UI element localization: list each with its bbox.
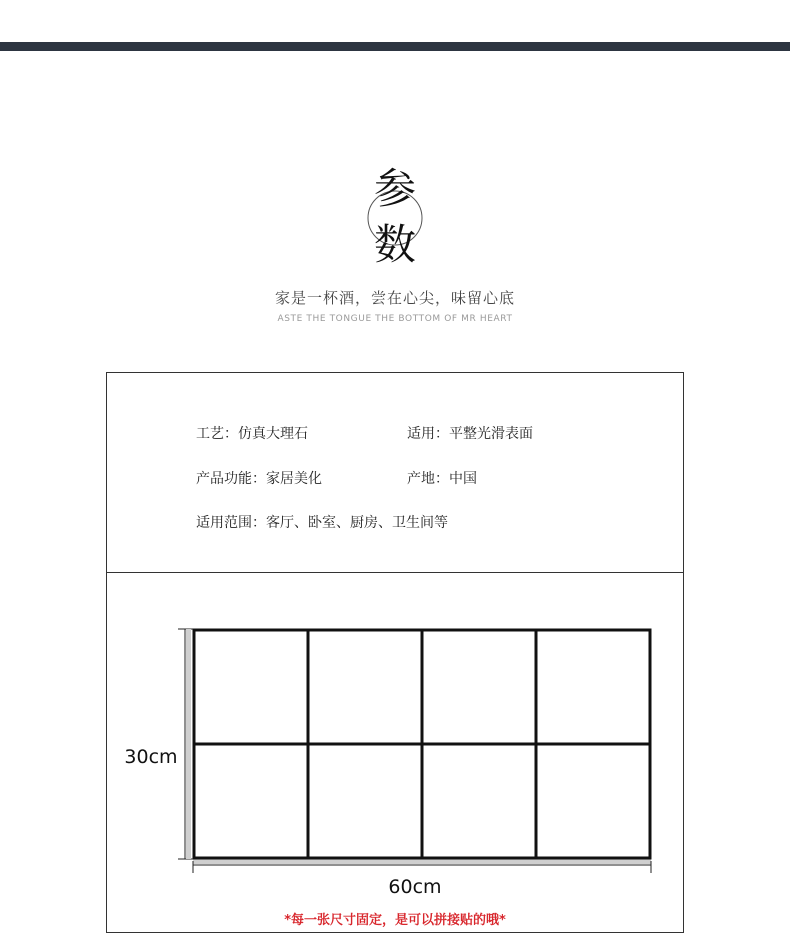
tile	[536, 744, 650, 858]
subtitle-english: ASTE THE TONGUE THE BOTTOM OF MR HEART	[277, 314, 513, 324]
width-label: 60cm	[388, 876, 442, 898]
page-title	[340, 0, 450, 300]
title-char-1: 参	[373, 164, 416, 213]
tile	[308, 744, 422, 858]
spec-applicable: 适用：平整光滑表面	[407, 426, 533, 442]
spec-origin: 产地：中国	[407, 471, 477, 487]
spec-craft: 工艺：仿真大理石	[196, 426, 308, 442]
spec-scope: 适用范围：客厅、卧室、厨房、卫生间等	[196, 515, 448, 531]
tile	[422, 744, 536, 858]
height-label: 30cm	[124, 746, 178, 768]
tile-grid	[194, 630, 650, 858]
tile	[536, 630, 650, 744]
tile	[194, 744, 308, 858]
spec-function: 产品功能：家居美化	[196, 471, 322, 487]
size-note: *每一张尺寸固定，是可以拼接贴的哦*	[284, 913, 506, 928]
tile	[422, 630, 536, 744]
tile	[194, 630, 308, 744]
parameters-box	[106, 372, 684, 933]
tile	[308, 630, 422, 744]
title-char-2: 数	[373, 220, 416, 269]
subtitle-chinese: 家是一杯酒，尝在心尖，味留心底	[274, 289, 515, 307]
tile-dimension-diagram	[107, 573, 683, 903]
